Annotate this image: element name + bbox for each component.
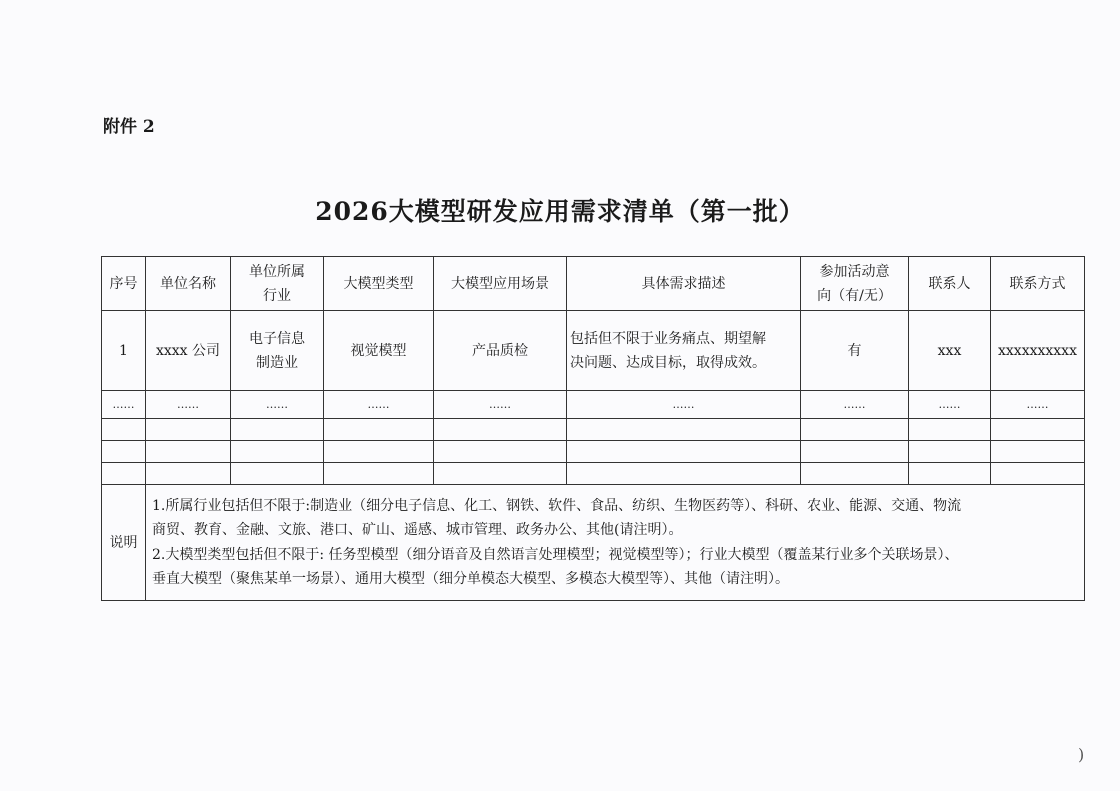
note-label: 说明 [102,485,146,601]
table-header-row [102,257,1085,311]
cell-desc: …… [567,391,801,419]
note-line: 1.所属行业包括但不限于:制造业（细分电子信息、化工、钢铁、软件、食品、纺织、生物医药等）、科研、农业、能源、交通、物流 [152,497,962,514]
requirements-table [101,256,1085,601]
cell-line: 电子信息 [249,330,305,347]
cell-phone: …… [991,391,1085,419]
document-title: 2026大模型研发应用需求清单（第一批） [315,197,805,226]
note-line: 商贸、教育、金融、文旅、港口、矿山、遥感、城市管理、政务办公、其他(请注明）。 [152,522,683,538]
cell-scenario: 产品质检 [434,311,567,391]
header-line: 向（有/无） [817,287,892,304]
cell-scenario: …… [434,391,567,419]
cell-no: …… [102,391,146,419]
header-industry [231,257,324,311]
table-row [102,311,1085,391]
table-row [102,391,1085,419]
cell-desc [567,311,801,391]
header-no: 序号 [102,257,146,311]
header-desc: 具体需求描述 [567,257,801,311]
cell-model-type: 视觉模型 [324,311,434,391]
cell-line: 包括但不限于业务痛点、期望解 [570,330,766,347]
empty-row [102,419,1085,441]
cell-line: 决问题、达成目标，取得成效。 [570,354,766,371]
header-contact: 联系人 [909,257,991,311]
cell-unit: …… [146,391,231,419]
cell-no: 1 [102,311,146,391]
header-line: 单位所属 [249,263,305,280]
cell-intent: 有 [801,311,909,391]
scan-mark-icon: ) [1078,745,1085,764]
cell-model-type: …… [324,391,434,419]
header-model-type: 大模型类型 [324,257,434,311]
cell-contact: …… [909,391,991,419]
cell-industry [231,311,324,391]
cell-industry: …… [231,391,324,419]
note-line: 垂直大模型（聚焦某单一场景）、通用大模型（细分单模态大模型、多模态大模型等）、其他（请注明）。 [152,571,789,587]
header-line: 参加活动意 [819,263,890,280]
header-line: 行业 [263,287,291,304]
header-intent [801,257,909,311]
note-text [146,485,1085,601]
cell-contact: xxx [909,311,991,391]
empty-row [102,441,1085,463]
attachment-label: 附件 2 [103,117,155,137]
cell-unit: xxxx 公司 [146,311,231,391]
cell-phone: xxxxxxxxxx [991,311,1085,391]
note-row [102,485,1085,601]
cell-line: 制造业 [256,354,298,371]
cell-intent: …… [801,391,909,419]
empty-row [102,463,1085,485]
note-line: 2.大模型类型包括但不限于: 任务型模型（细分语音及自然语言处理模型；视觉模型等）；行业大模型（覆盖某行业多个关联场景）、 [152,546,959,563]
header-unit: 单位名称 [146,257,231,311]
header-phone: 联系方式 [991,257,1085,311]
header-scenario: 大模型应用场景 [434,257,567,311]
